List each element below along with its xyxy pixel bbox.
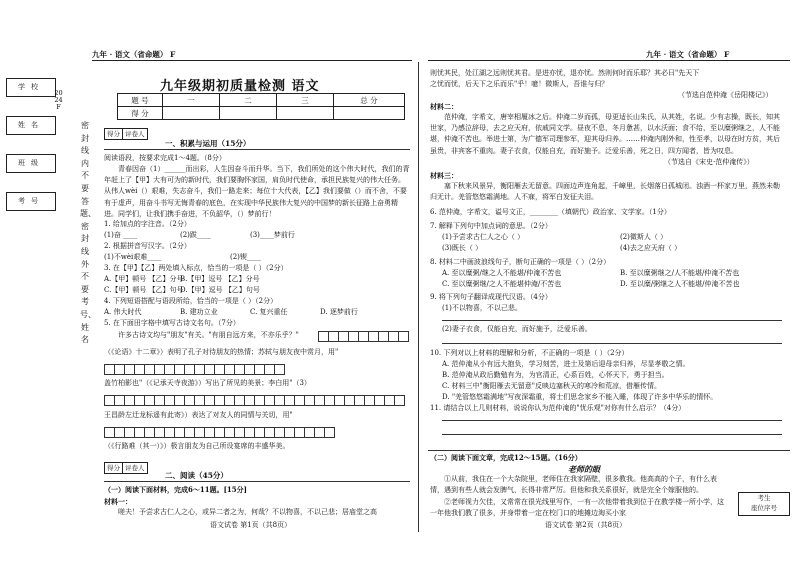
q4-opt-a: A. 伟大时代 [104,308,142,316]
q7-opt-3: (3)既长（ ） [442,244,483,252]
story-para-1: ①从前，我住在一个大杂院里，老师住在我家隔壁，很多教我。他高高的个子，有什么表情，遇到有些人就会发脾气，长得非常严厉。但他和我关系很好，就是完全个嫁服他的。 [430,475,717,495]
q3-opt-d: D.【甲】逗号 【乙】句号 [180,286,260,294]
score-table [117,93,405,120]
q1: 1. 给加点的字注音。（2分） [104,220,191,228]
q10-opt-c: C. 材料三中"衡阳雁去无留意"反映边塞秋天的寒冷和荒凉，借雁传情。 [442,382,661,390]
part2-heading: 二、阅读（45分） [165,471,228,480]
grader-box-1 [104,128,148,140]
q8-opt-b: B. 至以糜粥继之/人不能堪/仲淹不苦也 [620,269,740,277]
q2-opt-2: (2)锲____ [230,253,261,261]
q7-opt-1: (1)予尝求古仁人之心（ ） [442,233,525,241]
q10-opt-b: B. 范仲淹从政后勤勉有为，为官清正，心系百姓，心怀天下，勇于担当。 [442,371,669,379]
part2-sub2: （二）阅读下面文章，完成12～15题。（16分） [430,453,582,462]
grader-score: 得分 [105,129,123,139]
q8-opt-c: C. 至以糜粥继/之人不能堪仲淹/不苦也 [442,280,562,288]
mat1-cont-1: 则忧其民，处江湖之远则忧其君。是进亦忧，退亦忧。然则何时而乐耶？其必曰"先天下 [430,69,700,77]
mat1-text: 嗟夫！予尝求古仁人之心，或异二者之为，何哉？不以物喜，不以己悲；居庙堂之高 [118,508,377,516]
q7: 7. 解释下列句中加点词的意思。（2分） [430,222,552,230]
q10-opt-a: A. 范仲淹从小有远大抱负，学习刻苦，进士及第后迎母亲归养，尽显孝敬之情。 [442,360,690,368]
exam-title: 九年级期初质量检测 语文 [160,79,320,94]
q4-opt-b: B. 建功立业 [180,308,218,316]
seat-label-1: 考生 [757,494,771,502]
score-header-two: 二 [220,94,277,107]
seat-number-box [738,492,790,516]
part1-heading: 一、积累与运用（15分） [165,139,251,148]
q2-opt-1: (1)不wèi艰难____ [104,253,162,261]
score-cell[interactable] [163,107,220,120]
exam-number-box: 考号 [6,192,56,211]
q1-opt-2: (2)跋____ [180,231,211,239]
story-para-2: ②老师视力欠佳，又常常在很光线里写作，一有一次他带着我到位于在教学楼一所小学，这一年他我们教了很多，并身带着一定在校门口的地摊边淘买小家 [430,498,724,518]
q1-opt-1: (1)奋 ____ [104,231,138,239]
score-header-number: 题 号 [118,94,163,107]
q8: 8. 材料二中画波浪线句子，断句正确的一项是（ ）（2分） [430,258,611,266]
q9-answer-line-2[interactable] [442,343,782,344]
mat3-text: 塞下秋来风景异，衡阳雁去无留意。四面边声连角起，千嶂里，长烟落日孤城闭。浊酒一杯家万里，燕然未勒归无计。羌管悠悠霜满地。人不寐，将军白发征夫泪。 [430,182,780,202]
part1-intro: 阅读语段，按要求完成1～4题。（8分） [104,154,226,162]
score-header-one: 一 [163,94,220,107]
q7-opt-2: (2)微斯人（ ） [620,233,668,241]
grader-box-2 [104,462,148,474]
section-rule [428,450,790,451]
part1-passage: 青春因奋（1）______而出彩，人生因奋斗而升华。当下，我们所处的这个伟大时代，我们的青年赶上了【甲】大有可为的新时代，我们要胸怀家国，肩负时代使命，承担民族复兴的伟大任务。从伟人wèi（）艰难，失志奋斗，我们一路走来；每位十大代表，【乙】我们要做（）而不舍，不要有于虚声，用奋斗书写无悔青春的底色，在实现中华民族伟大复兴的中国梦的新长征路上奋勇精进。同学们，让我们携手奋进，不负韶华，（）梦前行！ [104,165,410,218]
school-box: 学校 [6,78,56,97]
mat2-source: （节选自《宋史·范仲淹传》） [664,158,754,166]
mat2-label: 材料二： [430,102,458,111]
mat2-text: 范仲淹，字希文，唐宰相履冰之后。仲淹二岁而孤，母更适长山朱氏，从其姓，名说。少有志操，既长，知其世家，乃感泣辞母，去之应天府，依戚同文学。昼夜不息，冬月惫甚，以水沃面；食不给，至以糜粥继之，人不能堪，仲淹不苦也。举进士第，为广德军司理参军，迎其母归养。……仲淹内刚外和，性至孝，以母在时方贫，其后虽贵，非宾客不重肉。妻子衣食，仅能自充，而好施予。泛爱乐善，死之日，四方闻者，皆为叹息。 [430,113,780,155]
story-title: 老师的眼 [568,464,600,474]
q5-line-4: 王昌龄左迁龙标遥有此寄》）表达了对友人的同情与关切，用" [104,411,293,419]
q5-line-3: 盖竹柏影也"（《记承天寺夜游》）写出了所见的美景；李白用"（3） [104,379,311,387]
left-footer: 语文试卷 第1页（共8页） [210,521,292,529]
grader-score: 得分 [105,463,123,473]
score-cell[interactable] [220,107,277,120]
part1-rule [104,149,410,150]
q10: 10. 下列对以上材料的理解和分析，不正确的一项是（ ）（2分） [430,349,629,357]
q5-line-1: 许多古诗文均与"朋友"有关。"有朋自远方来，不亦乐乎？" [118,331,299,339]
name-box: 姓名 [6,116,56,135]
right-header-rule [428,60,790,61]
part2-sub1: （一）阅读下面材料，完成6～11题。[15分] [104,485,247,494]
q3: 3. 在【甲】【乙】两处填入标点，恰当的一项是（ ）（2分） [104,264,288,272]
page-divider [418,62,419,532]
mat1-label: 材料一： [104,497,132,506]
q10-opt-d: D. "羌管悠悠霜满地"写夜深霜重，将士们思念家乡不能入睡，体现了许多中华乐的情怀。 [442,393,718,401]
mat1-source: （节选自范仲淹《岳阳楼记》） [678,91,773,99]
score-header-three: 三 [277,94,334,107]
q11-answer-line-2[interactable] [442,434,782,435]
q4: 4. 下列短语搭配与语段所给，恰当的一项是（ ）（2分） [104,297,278,305]
mat1-cont-2: 之忧而忧，后天下之乐而乐"乎！噫！微斯人，吾谁与归？ [430,80,609,88]
grader-reviewer: 评卷人 [125,464,145,472]
q5: 5. 在下面田字格中填写古诗文名句。（7分） [104,319,240,327]
q5-line-5: （《行路难（其一）》）极言朋友为自己所设宴席的丰盛华美。 [104,442,290,450]
part2-rule [104,481,410,482]
q9-answer-line-1[interactable] [442,320,782,321]
right-footer: 语文试卷 第2页（共8页） [545,521,627,529]
q7-opt-4: (4)去之应天府（ ） [620,244,682,252]
q5-line-2: （《论语》十二章》）表明了孔子对待朋友的热情；苏轼与朋友夜中赏月，用" [104,348,339,356]
q9-opt-2: (2)妻子衣食，仅能自充，而好施予，泛爱乐善。 [442,325,592,333]
q8-opt-a: A. 至以糜粥/继之人不能堪/仲淹不苦也 [442,269,562,277]
q4-opt-c: C. 复兴重任 [250,308,288,316]
q4-opt-d: D. 逐梦前行 [320,308,358,316]
q1-opt-3: (3)____梦前行 [250,231,295,239]
q3-opt-a: A.【甲】顿号 【乙】分号 [104,275,184,283]
mat3-label: 材料三： [430,171,458,180]
binding-year: 2024F [54,89,63,111]
q9: 9. 将下列句子翻译成现代汉语。（4分） [430,293,552,301]
right-page [420,0,794,561]
grader-reviewer: 评卷人 [125,130,145,138]
q11: 11. 请结合以上几则材料，说说你认为范仲淹的"忧乐观"对你有什么启示？（4分） [430,404,686,412]
score-header-total: 总 分 [334,94,405,107]
q6: 6. 范仲淹，字希文，谥号文正，________（填朝代）政治家、文学家。（1分） [430,208,671,216]
q2: 2. 根据拼音写汉字。（2分） [104,242,191,250]
score-cell[interactable] [334,107,405,120]
left-header: 九年 · 语文（省命题） F [92,50,176,59]
q5-grid-2[interactable] [104,364,284,374]
q9-opt-1: (1)不以物喜，不以己悲。 [442,304,522,312]
binding-vertical-text: 密封线内不要答题、密封线外不要考号、姓名 [80,121,96,345]
q5-grid-3[interactable] [104,395,404,405]
q3-opt-c: C.【甲】顿号 【乙】句号 [104,286,184,294]
score-cell[interactable] [277,107,334,120]
class-box: 班级 [6,154,56,173]
score-row-label: 得 分 [118,107,163,120]
q3-opt-b: B.【甲】逗号 【乙】分号 [180,275,260,283]
left-header-rule [92,60,412,61]
right-header: 九年 · 语文（省命题） F [646,50,730,59]
q5-grid-4[interactable] [104,427,334,437]
q11-answer-line-1[interactable] [442,420,782,421]
q5-grid-1[interactable] [318,331,408,341]
q8-opt-d: D. 至以糜/粥继之人不能堪/仲淹不苦也 [620,280,740,288]
seat-label-2: 座位序号 [751,504,777,512]
